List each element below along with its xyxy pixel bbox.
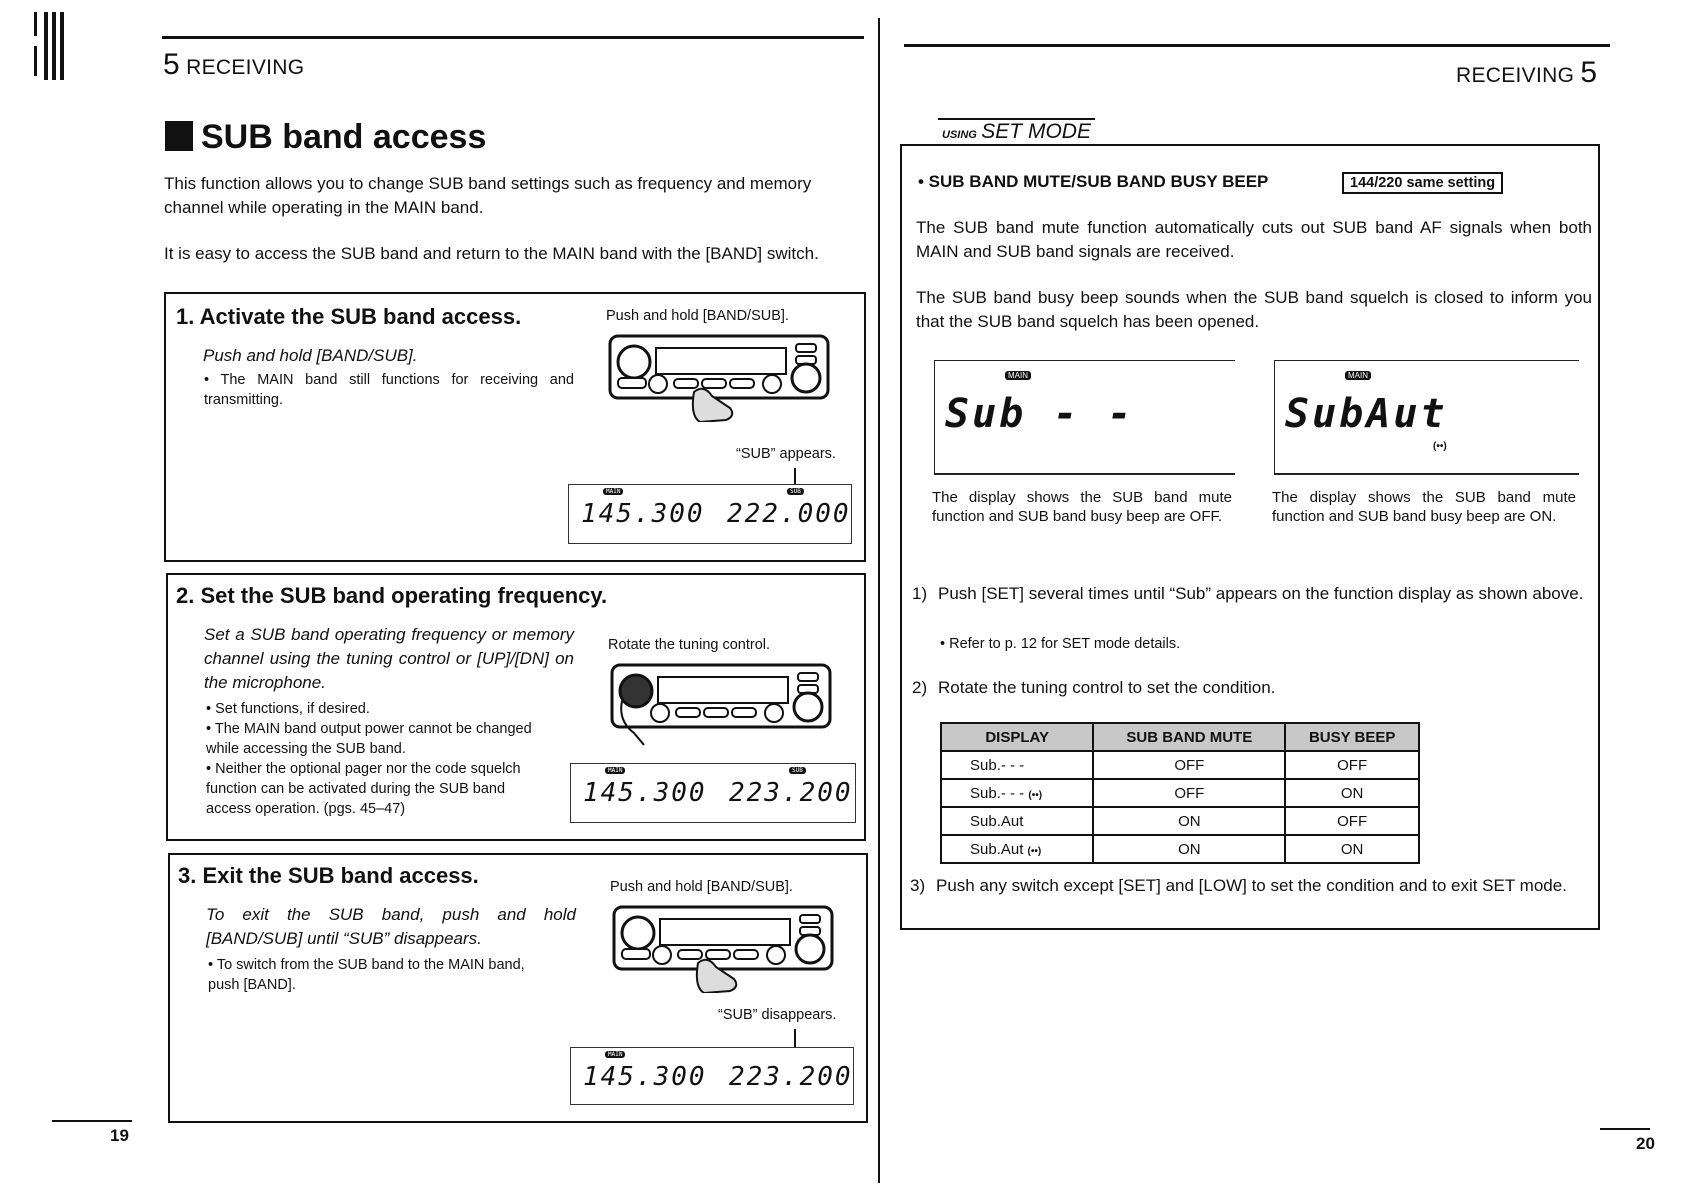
sub-frequency: 223.200 (729, 1062, 853, 1092)
binding-marks (34, 12, 74, 82)
step-2-bullet-1: • Set functions, if desired. (206, 701, 370, 717)
step-1-display-note: “SUB” appears. (736, 446, 836, 462)
mute-paragraph: The SUB band mute function automatically cuts out SUB band AF signals when both MAIN and SUB band signals are received. (916, 218, 1592, 261)
busy-beep-icon: (••) (1433, 441, 1447, 452)
main-tag: MAIN (1345, 371, 1371, 380)
main-frequency: 145.300 (583, 778, 707, 808)
table-row (941, 751, 1419, 779)
cell-display: Sub.Aut (941, 807, 1093, 835)
page-divider (878, 18, 880, 1183)
table-row (941, 779, 1419, 807)
step-1-lcd-display (568, 484, 852, 544)
step-3-heading: 3. Exit the SUB band access. (178, 863, 479, 888)
main-tag: MAIN (605, 767, 625, 774)
step-2-heading: 2. Set the SUB band operating frequency. (176, 583, 608, 608)
condition-table (940, 722, 1420, 864)
main-tag: MAIN (605, 1051, 625, 1058)
set-mode-box (900, 120, 1600, 930)
right-chapter-heading: RECEIVING 5 (1456, 56, 1598, 89)
radio-front-panel-icon (606, 332, 836, 422)
display-off-caption: The display shows the SUB band mute function and SUB band busy beep are OFF. (932, 489, 1232, 525)
radio-tuning-icon (608, 661, 838, 751)
cell-display: Sub.Aut (••) (941, 835, 1093, 863)
step-2-bullet-3: • Neither the optional pager nor the code squelch function can be activated during the SUB band access operation. (pgs. 45–47) (206, 761, 521, 817)
intro-paragraph-2: It is easy to access the SUB band and return to the MAIN band with the [BAND] switch. (164, 244, 819, 263)
step-1-figure-caption: Push and hold [BAND/SUB]. (606, 308, 789, 324)
main-tag: MAIN (603, 488, 623, 495)
set-mode-label: USING SET MODE (938, 118, 1095, 144)
intro-paragraph-1: This function allows you to change SUB band settings such as frequency and memory channel while operating in the MAIN band. (164, 174, 812, 217)
cell-beep: ON (1285, 779, 1419, 807)
step-3-figure-caption: Push and hold [BAND/SUB]. (610, 879, 793, 895)
display-arrow (794, 468, 796, 484)
cell-mute: ON (1093, 807, 1285, 835)
sub-tag: SUB (789, 767, 806, 774)
step-3-display-note: “SUB” disappears. (718, 1007, 837, 1023)
main-tag: MAIN (1005, 371, 1031, 380)
main-frequency: 145.300 (583, 1062, 707, 1092)
step-3-bullet: • To switch from the SUB band to the MAIN band, push [BAND]. (208, 957, 525, 993)
step-3-lcd-display (570, 1047, 854, 1105)
busy-beep-paragraph: The SUB band busy beep sounds when the SUB band squelch is closed to inform you that the SUB band squelch has been opened. (916, 288, 1592, 331)
step-1-instruction: Push and hold [BAND/SUB]. (203, 346, 418, 365)
sub-tag: SUB (787, 488, 804, 495)
table-row (941, 807, 1419, 835)
cell-beep: ON (1285, 835, 1419, 863)
step-2-instruction: Set a SUB band operating frequency or memory channel using the tuning control or [UP]/[DN] on the microphone. (204, 625, 574, 692)
step-2-box (166, 573, 866, 841)
step-2-bullet-2: • The MAIN band output power cannot be changed while accessing the SUB band. (206, 721, 532, 757)
cell-beep: OFF (1285, 807, 1419, 835)
left-header-rule (162, 36, 864, 39)
radio-front-panel-icon (610, 903, 840, 993)
title-square-icon (165, 121, 193, 151)
cell-display: Sub.- - - (••) (941, 779, 1093, 807)
page-title: SUB band access (165, 118, 486, 157)
set-step-1: 1) Push [SET] several times until “Sub” appears on the function display as shown above. (912, 584, 1584, 603)
left-chapter-heading: 5 RECEIVING (163, 48, 305, 81)
step-1-heading: 1. Activate the SUB band access. (176, 304, 522, 329)
cell-mute: OFF (1093, 779, 1285, 807)
display-arrow (794, 1029, 796, 1047)
left-page-number: 19 (110, 1126, 129, 1145)
sub-frequency: 223.200 (729, 778, 853, 808)
right-footer-rule (1600, 1128, 1650, 1130)
step-2-lcd-display (570, 763, 856, 823)
col-sub-band-mute: SUB BAND MUTE (1093, 723, 1285, 751)
cell-mute: ON (1093, 835, 1285, 863)
step-1-bullet: • The MAIN band still functions for receiving and transmitting. (204, 372, 574, 408)
sub-frequency: 222.000 (727, 499, 851, 529)
step-3-instruction: To exit the SUB band, push and hold [BAND/SUB] until “SUB” disappears. (206, 905, 576, 948)
segment-readout: Sub - - (945, 391, 1135, 437)
section-title: • SUB BAND MUTE/SUB BAND BUSY BEEP (918, 172, 1269, 191)
table-row (941, 835, 1419, 863)
set-step-3: 3) Push any switch except [SET] and [LOW] to set the condition and to exit SET mode. (910, 876, 1567, 895)
display-on-caption: The display shows the SUB band mute function and SUB band busy beep are ON. (1272, 489, 1576, 525)
segment-readout: SubAut (1285, 391, 1448, 437)
col-display: DISPLAY (941, 723, 1093, 751)
step-3-box (168, 853, 868, 1123)
set-step-2: 2) Rotate the tuning control to set the condition. (912, 678, 1276, 697)
main-frequency: 145.300 (581, 499, 705, 529)
cell-beep: OFF (1285, 751, 1419, 779)
cell-display: Sub.- - - (941, 751, 1093, 779)
right-header-rule (904, 44, 1610, 47)
right-page-number: 20 (1636, 1134, 1655, 1153)
step-2-figure-caption: Rotate the tuning control. (608, 637, 771, 653)
function-display-on (1274, 360, 1579, 475)
set-step-1-note: • Refer to p. 12 for SET mode details. (940, 636, 1181, 652)
function-display-off (934, 360, 1235, 475)
left-footer-rule (52, 1120, 132, 1122)
col-busy-beep: BUSY BEEP (1285, 723, 1419, 751)
cell-mute: OFF (1093, 751, 1285, 779)
same-setting-badge: 144/220 same setting (1342, 172, 1503, 194)
step-1-box (164, 292, 866, 562)
